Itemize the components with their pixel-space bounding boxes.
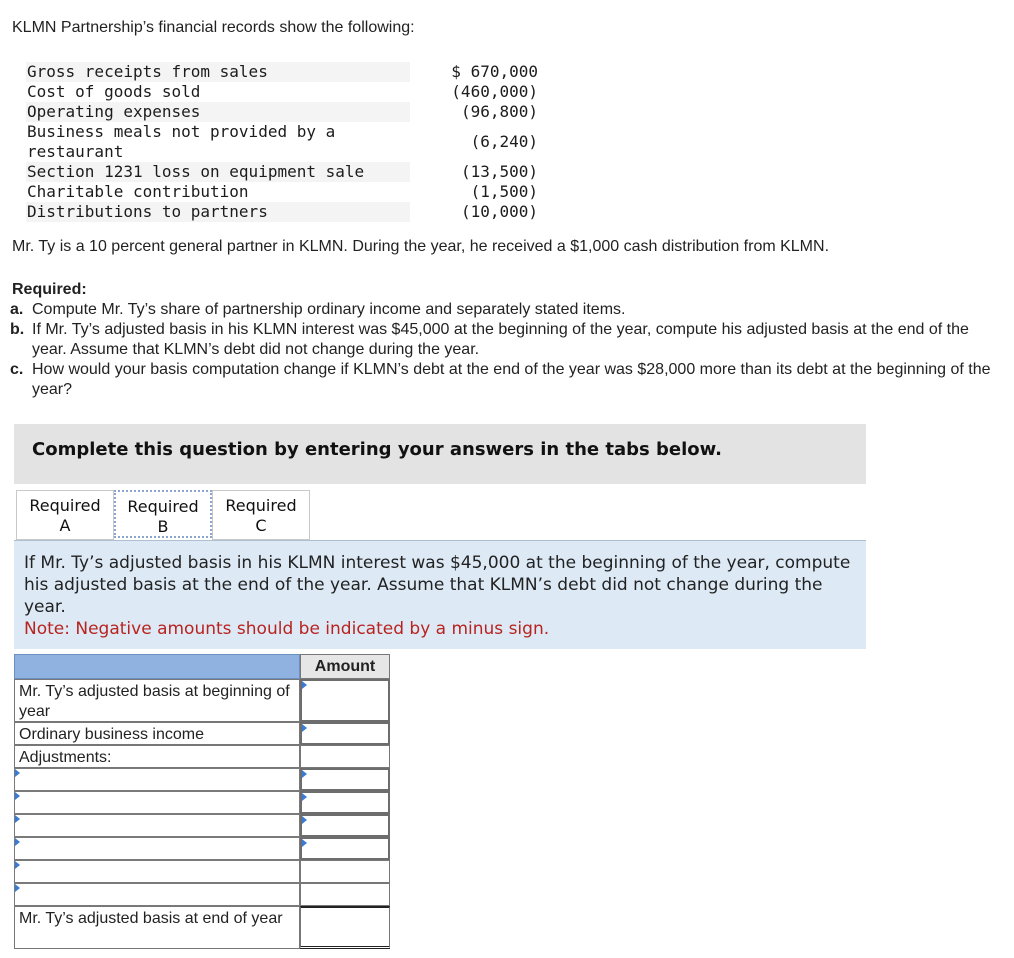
- financial-row: [26, 102, 552, 122]
- requirement-text: Compute Mr. Ty’s share of partnership ordinary income and separately stated items.: [32, 301, 626, 318]
- amount-input[interactable]: [300, 837, 390, 860]
- requirement-item: [10, 300, 1000, 320]
- requirement-text: If Mr. Ty’s adjusted basis in his KLMN interest was $45,000 at the beginning of the year, compute his adjusted basis at the end of the year. Assume that KLMN’s debt did not change during the year.: [32, 321, 969, 358]
- table-row: [14, 679, 390, 722]
- financial-value: (6,240): [470, 132, 538, 151]
- total-amount-cell: [300, 906, 390, 949]
- financial-row: [26, 162, 552, 182]
- tab-label-line1: Required: [127, 497, 199, 516]
- tab-required-a[interactable]: [16, 490, 114, 540]
- adjustment-label-input[interactable]: [14, 768, 300, 791]
- financial-row: [26, 182, 552, 202]
- financial-value: (96,800): [460, 102, 538, 121]
- tab-label-line2: B: [157, 517, 169, 536]
- question-panel: [14, 540, 866, 649]
- financial-row: [26, 202, 552, 222]
- financial-row: [26, 62, 552, 82]
- financial-value: $ 670,000: [451, 62, 538, 81]
- table-row: [14, 722, 390, 745]
- amount-column-header: Amount: [300, 654, 390, 679]
- requirement-letter: a.: [10, 301, 24, 318]
- table-row: [14, 883, 390, 906]
- financial-value: (460,000): [451, 82, 538, 101]
- financial-label: Gross receipts from sales: [26, 62, 410, 82]
- adjustment-label-input[interactable]: [14, 814, 300, 837]
- financial-label: Business meals not provided by a restaurant: [27, 122, 336, 161]
- table-header: [14, 654, 390, 679]
- problem-paragraph: Mr. Ty is a 10 percent general partner in KLMN. During the year, he received a $1,000 cash distribution from KLMN.: [12, 238, 830, 255]
- tab-label-line2: A: [59, 516, 71, 535]
- adjustment-label-input[interactable]: [14, 883, 300, 906]
- requirement-item: [10, 360, 1000, 400]
- amount-cell: [300, 883, 390, 906]
- tab-required-b[interactable]: [114, 490, 212, 538]
- note-text: Note: Negative amounts should be indicated by a minus sign.: [24, 619, 550, 639]
- financial-value: (13,500): [460, 162, 538, 181]
- requirement-letter: b.: [10, 321, 25, 338]
- amount-input[interactable]: [300, 814, 390, 837]
- table-row: [14, 814, 390, 837]
- row-label: Ordinary business income: [14, 722, 300, 745]
- row-label: Adjustments:: [14, 745, 300, 768]
- requirements-list: [10, 300, 1000, 400]
- amount-input[interactable]: [300, 791, 390, 814]
- tab-bar: [16, 490, 310, 540]
- row-label: Mr. Ty’s adjusted basis at beginning of year: [14, 679, 300, 722]
- row-label: Mr. Ty’s adjusted basis at end of year: [14, 906, 300, 949]
- financial-value: (1,500): [470, 182, 538, 201]
- financial-row: [26, 82, 552, 102]
- amount-input[interactable]: [300, 722, 390, 745]
- financial-value: (10,000): [460, 202, 538, 221]
- tab-label-line1: Required: [29, 496, 101, 515]
- requirement-letter: c.: [10, 361, 24, 378]
- table-row: [14, 791, 390, 814]
- required-heading: Required:: [12, 281, 87, 298]
- amount-input[interactable]: [300, 679, 390, 722]
- table-row: [14, 768, 390, 791]
- table-row: [14, 837, 390, 860]
- financial-row: [26, 122, 552, 162]
- financial-label: Cost of goods sold: [27, 82, 201, 101]
- tab-label-line1: Required: [225, 496, 297, 515]
- label-column-header: [14, 654, 300, 679]
- amount-cell: [300, 745, 390, 768]
- table-row: [14, 906, 390, 949]
- tab-label-line2: C: [255, 516, 267, 535]
- requirement-text: How would your basis computation change if KLMN’s debt at the end of the year was $28,000 more than its debt at the beginning of the year?: [32, 361, 991, 398]
- table-row: [14, 860, 390, 883]
- requirement-item: [10, 320, 1000, 360]
- tab-required-c[interactable]: [212, 490, 310, 540]
- question-text: If Mr. Ty’s adjusted basis in his KLMN interest was $45,000 at the beginning of the year, compute his adjusted basis at the end of the year. Assume that KLMN’s debt did not change during the year.: [24, 553, 851, 617]
- basis-table: [14, 654, 390, 949]
- financial-label: Section 1231 loss on equipment sale: [26, 162, 410, 182]
- adjustment-label-input[interactable]: [14, 791, 300, 814]
- financial-label: Distributions to partners: [26, 202, 410, 222]
- financial-records-table: [26, 62, 552, 222]
- amount-input[interactable]: [300, 768, 390, 791]
- adjustment-label-input[interactable]: [14, 837, 300, 860]
- financial-label: Charitable contribution: [27, 182, 249, 201]
- financial-label: Operating expenses: [26, 102, 410, 122]
- table-row: [14, 745, 390, 768]
- instructions-banner: Complete this question by entering your answers in the tabs below.: [14, 424, 866, 484]
- adjustment-label-input[interactable]: [14, 860, 300, 883]
- intro-text: KLMN Partnership’s financial records show the following:: [12, 19, 415, 36]
- amount-cell: [300, 860, 390, 883]
